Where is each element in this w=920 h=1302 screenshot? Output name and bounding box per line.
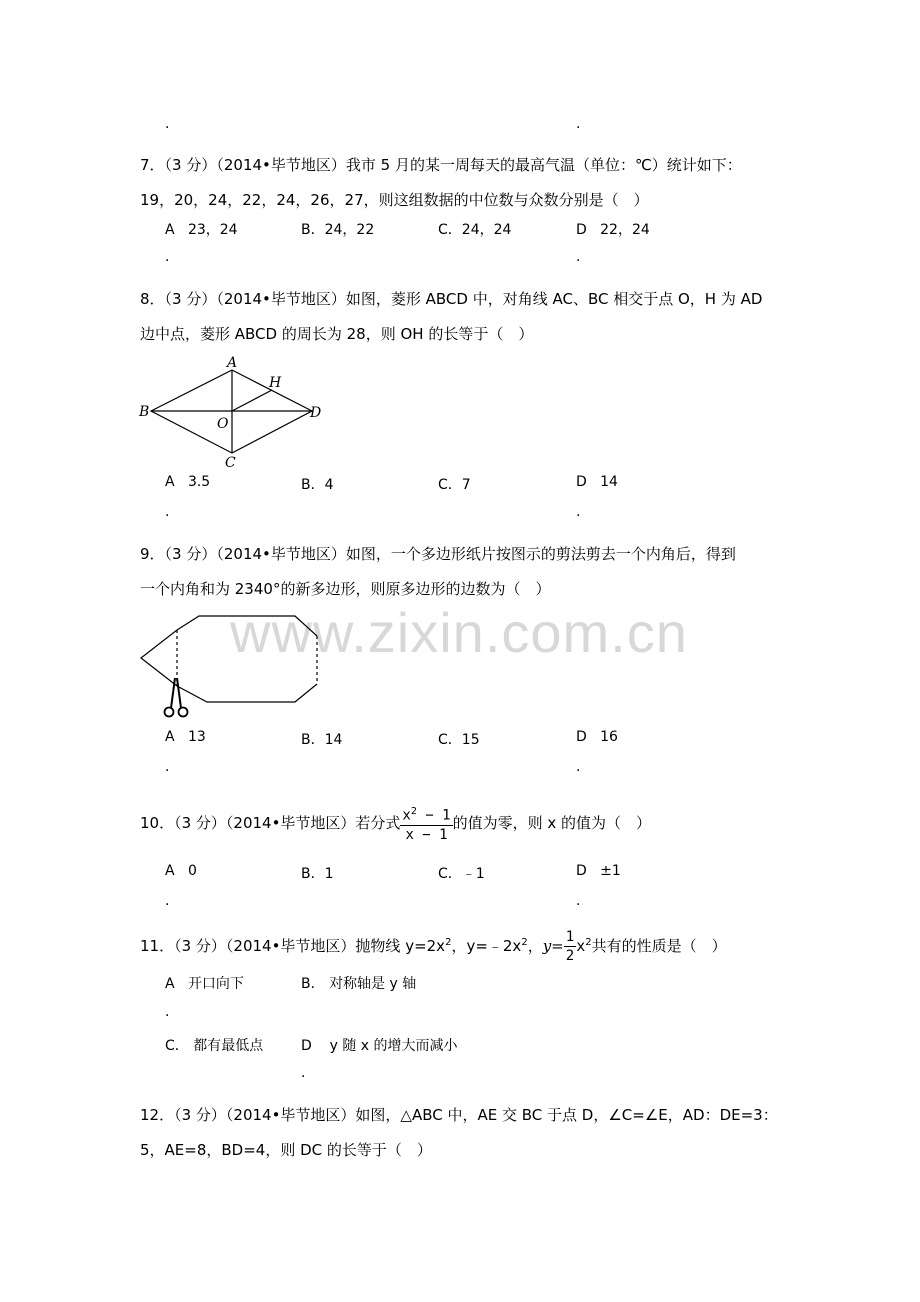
label-c: C — [225, 455, 236, 470]
polygon-top-edge — [177, 616, 317, 636]
q9-option-d[interactable]: D 16 — [576, 729, 618, 745]
q8-option-c[interactable]: C．7 — [438, 477, 471, 493]
q11-option-a[interactable]: A 开口向下 — [165, 976, 244, 992]
option-dot: . — [576, 116, 581, 132]
cut-corner — [141, 630, 177, 686]
option-dot: . — [165, 893, 170, 909]
label-h: H — [269, 375, 282, 391]
q11-option-b[interactable]: B． 对称轴是 y 轴 — [301, 976, 417, 992]
question-12-line-2: 5，AE=8，BD=4，则 DC 的长等于（ ） — [140, 1141, 432, 1159]
watermark: www.zixin.com.cn — [230, 601, 688, 664]
q10-option-b[interactable]: B．1 — [301, 866, 334, 882]
option-dot: . — [165, 116, 170, 132]
question-7-line-1: 7．（3 分）（2014•毕节地区）我市 5 月的某一周每天的最高气温（单位：℃）统计如下： — [140, 156, 742, 174]
q8-option-a[interactable]: A 3.5 — [165, 474, 211, 490]
q10-option-d[interactable]: D ±1 — [576, 863, 621, 879]
option-dot: . — [576, 504, 581, 520]
fraction: $\frac{1}{2}$ — [565, 929, 575, 964]
q10-option-a[interactable]: A 0 — [165, 863, 197, 879]
option-dot: . — [301, 1065, 306, 1081]
q9-option-a[interactable]: A 13 — [165, 729, 206, 745]
label-b: B — [139, 404, 150, 420]
question-12-line-1: 12．（3 分）（2014•毕节地区）如图，△ABC 中，AE 交 BC 于点 D，∠C=∠E，AD：DE=3： — [140, 1106, 778, 1124]
option-dot: . — [165, 249, 170, 265]
option-dot: . — [165, 1004, 170, 1020]
polygon-cut-figure — [135, 608, 325, 723]
option-dot: . — [165, 759, 170, 775]
question-9-line-2: 一个内角和为 2340°的新多边形，则原多边形的边数为（ ） — [140, 580, 551, 598]
question-10: 10．（3 分）（2014•毕节地区）若分式 $\frac{x^2 - 1}{x - 1}$ 的值为零，则 x 的值为（ ） — [140, 803, 651, 844]
fraction: $\frac{x^2 - 1}{x - 1}$ — [400, 803, 452, 844]
question-8-line-1: 8．（3 分）（2014•毕节地区）如图，菱形 ABCD 中，对角线 AC、BC 相交于点 O，H 为 AD — [140, 290, 763, 308]
option-dot: . — [576, 249, 581, 265]
scissors-icon — [165, 678, 188, 717]
q7-option-b[interactable]: B．24，22 — [301, 222, 375, 238]
q11-option-c[interactable]: C． 都有最低点 — [165, 1038, 264, 1054]
question-7-line-2: 19，20，24，22，24，26，27，则这组数据的中位数与众数分别是（ ） — [140, 191, 649, 209]
polygon-bottom-edge — [177, 684, 317, 702]
option-dot: . — [576, 759, 581, 775]
rhombus-figure — [135, 352, 330, 470]
q7-option-d[interactable]: D 22，24 — [576, 222, 650, 238]
option-dot: . — [165, 504, 170, 520]
q7-option-c[interactable]: C．24，24 — [438, 222, 512, 238]
q8-option-b[interactable]: B．4 — [301, 477, 334, 493]
q9-option-c[interactable]: C．15 — [438, 732, 480, 748]
label-a: A — [227, 355, 238, 371]
q8-option-d[interactable]: D 14 — [576, 474, 618, 490]
question-11: 11．（3 分）（2014•毕节地区）抛物线 $y=2x^2$，$y=﹣2x^2$，y= $\frac{1}{2}$ $x^2$共有的性质是（ ） — [140, 929, 727, 964]
q11-option-d[interactable]: D y 随 x 的增大而减小 — [301, 1038, 458, 1054]
q9-option-b[interactable]: B．14 — [301, 732, 343, 748]
option-dot: . — [576, 893, 581, 909]
question-9-line-1: 9．（3 分）（2014•毕节地区）如图，一个多边形纸片按图示的剪法剪去一个内角后，得到 — [140, 545, 736, 563]
segment-oh — [232, 390, 272, 411]
question-8-line-2: 边中点，菱形 ABCD 的周长为 28，则 OH 的长等于（ ） — [140, 325, 534, 343]
label-o: O — [217, 416, 229, 432]
q7-option-a[interactable]: A 23，24 — [165, 222, 238, 238]
label-d: D — [310, 405, 322, 421]
q10-option-c[interactable]: C．﹣1 — [438, 866, 485, 882]
